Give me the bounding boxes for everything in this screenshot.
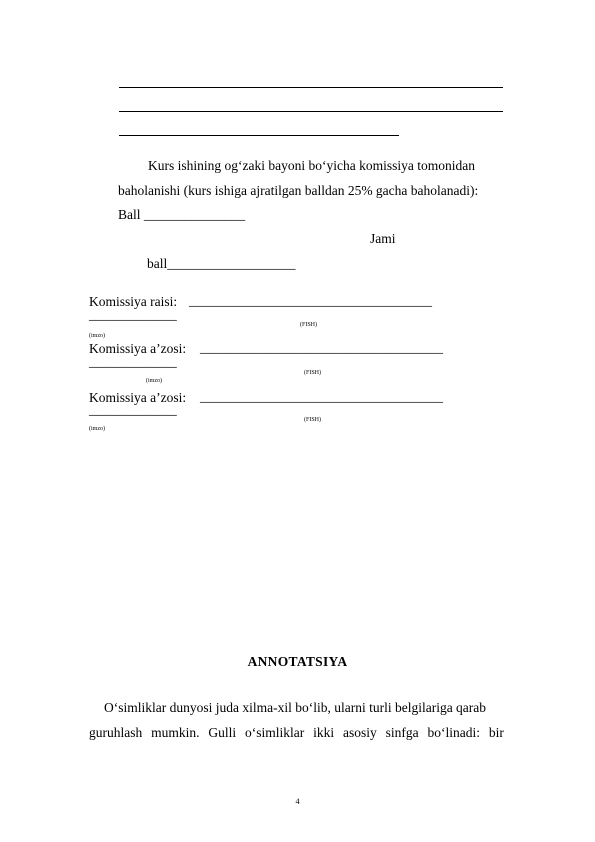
annotation-word: sinfga bbox=[385, 725, 419, 740]
annotation-line-1 bbox=[104, 700, 504, 716]
jami-ball-field: ball___________________ bbox=[147, 256, 296, 271]
annotation-word: o‘simliklar bbox=[245, 725, 305, 740]
commission-chair-fish: (FISH) bbox=[300, 322, 318, 328]
annotation-line-2 bbox=[89, 725, 504, 741]
commission-member-1-sign-line: _____________ bbox=[89, 354, 177, 369]
commission-chair-line: ____________________________________ bbox=[189, 293, 432, 308]
commission-member-2-line: ____________________________________ bbox=[200, 389, 443, 404]
commission-member-1-imzo: (imzo) bbox=[146, 378, 162, 384]
blank-rule-1 bbox=[119, 87, 503, 88]
commission-member-2-fish: (FISH) bbox=[304, 417, 322, 423]
commission-member-1-line: ____________________________________ bbox=[200, 340, 443, 355]
grading-line: baholanishi (kurs ishiga ajratilgan balldan 25% gacha baholanadi): bbox=[118, 183, 479, 198]
annotation-line-1-text: O‘simliklar dunyosi juda xilma-xil bo‘lib, ularni turli belgilariga qarab bbox=[104, 700, 487, 715]
commission-chair-imzo: (imzo) bbox=[89, 333, 105, 339]
ball-field: Ball _______________ bbox=[118, 207, 246, 222]
annotation-word: ikki bbox=[313, 725, 335, 740]
oral-assessment-line: Kurs ishining og‘zaki bayoni bo‘yicha komissiya tomonidan bbox=[148, 158, 475, 173]
commission-member-2-label: Komissiya a’zosi: bbox=[89, 390, 187, 405]
jami-label: Jami bbox=[370, 231, 396, 246]
annotation-word: bir bbox=[488, 725, 504, 740]
commission-member-1-fish: (FISH) bbox=[304, 370, 322, 376]
commission-member-1-label: Komissiya a’zosi: bbox=[89, 341, 187, 356]
annotation-word: bo‘linadi: bbox=[427, 725, 481, 740]
annotation-title: ANNOTATSIYA bbox=[247, 654, 348, 669]
commission-chair-label: Komissiya raisi: bbox=[89, 294, 178, 309]
commission-chair-sign-line: _____________ bbox=[89, 307, 177, 322]
commission-member-2-imzo: (imzo) bbox=[89, 426, 105, 432]
annotation-word: asosiy bbox=[343, 725, 377, 740]
commission-member-2-sign-line: _____________ bbox=[89, 402, 177, 417]
annotation-word: guruhlash bbox=[89, 725, 143, 740]
blank-rule-3 bbox=[119, 135, 399, 136]
annotation-word: Gulli bbox=[208, 725, 237, 740]
blank-rule-2 bbox=[119, 111, 503, 112]
annotation-word: mumkin. bbox=[151, 725, 200, 740]
page-number: 4 bbox=[295, 797, 300, 806]
